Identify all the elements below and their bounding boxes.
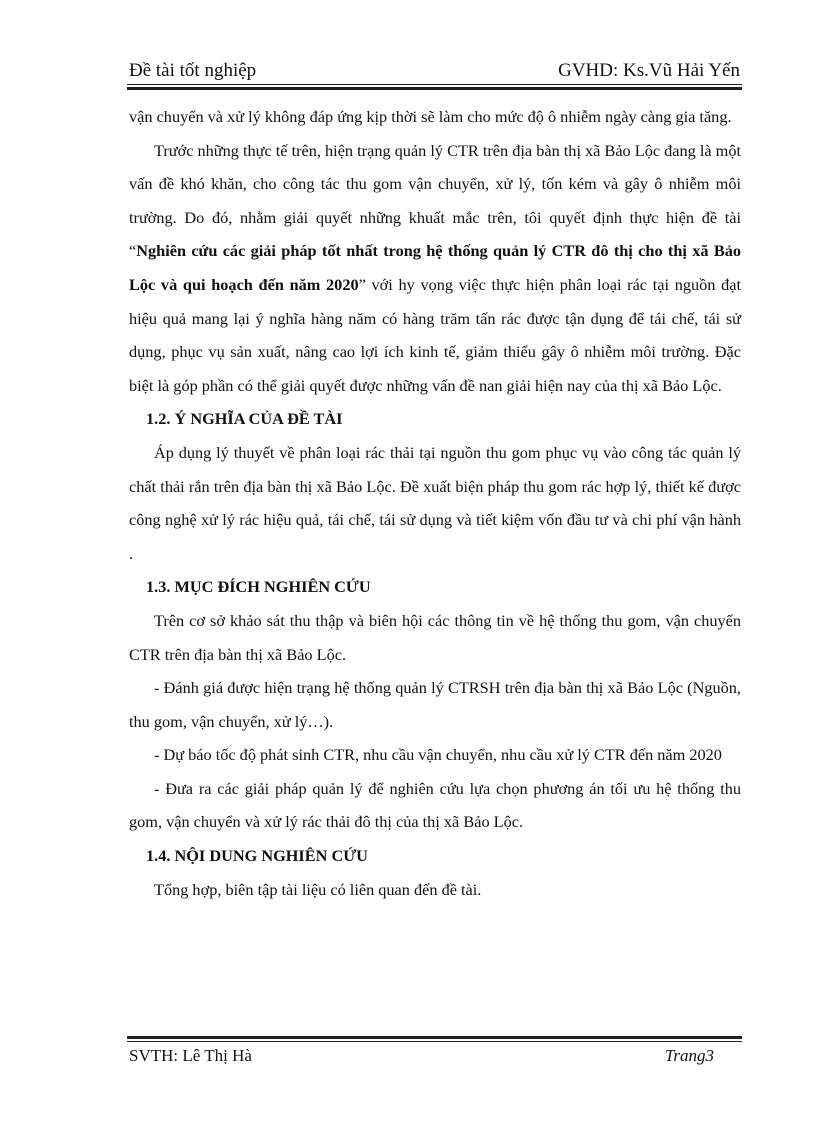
header-advisor: GVHD: Ks.Vũ Hải Yến <box>558 60 740 81</box>
paragraph-2-text-b: ” với hy vọng việc thực hiện phân loại rác tại nguồn đạt hiệu quả mang lại ý nghĩa hàng năm có hàng trăm tấn rác được tận dụng để tái chế, tái sử dụng, phục vụ sản xuất, nâng cao lợi ích kinh tế, giảm thiểu gây ô nhiễm môi trường. Đặc biệt là góp phần có thể giải quyết được những vấn đề nan giải hiện nay của thị xã Bảo Lộc. <box>129 274 741 395</box>
bullet-item-2: - Dự báo tốc độ phát sinh CTR, nhu cầu vận chuyển, nhu cầu xử lý CTR đến năm 2020 <box>154 745 722 765</box>
bullet-item-1: - Đánh giá được hiện trạng hệ thống quản lý CTRSH trên địa bàn thị xã Bảo Lộc (Nguồn, thu gom, vận chuyển, xử lý…). <box>129 678 741 731</box>
paragraph-2-text-a: Trước những thực tế trên, hiện trạng quản lý CTR trên địa bàn thị xã Bảo Lộc đang là một vấn đề khó khăn, cho công tác thu gom vận chuyển, xử lý, tốn kém và gây ô nhiễm môi trường. Do đó, nhằm giải quyết những khuất mắc trên, tôi quyết định thực hiện đề tài “ <box>129 140 742 261</box>
page-footer <box>127 1042 742 1072</box>
paragraph-4: Trên cơ sở khảo sát thu thập và biên hội các thông tin về hệ thống thu gom, vận chuyển CTR trên địa bàn thị xã Bảo Lộc. <box>129 610 741 664</box>
project-title-bold: Nghiên cứu các giải pháp tốt nhất trong hệ thống quản lý CTR đô thị cho thị xã Bảo Lộc và qui hoạch đến năm 2020 <box>129 241 741 294</box>
page-body <box>129 100 741 906</box>
footer-student: SVTH: Lê Thị Hà <box>129 1046 252 1065</box>
page-header <box>127 52 742 86</box>
footer-rule-thick <box>127 1036 742 1039</box>
paragraph-8: Tổng hợp, biên tập tài liệu có liên quan đến đề tài. <box>154 879 482 899</box>
paragraph-2 <box>129 134 741 403</box>
bullet-item-3: - Đưa ra các giải pháp quản lý để nghiên cứu lựa chọn phương án tối ưu hệ thống thu gom, vận chuyển và xử lý rác thải đô thị của thị xã Bảo Lộc. <box>129 778 741 832</box>
paragraph-3: Áp dụng lý thuyết về phân loại rác thải tại nguồn thu gom phục vụ vào công tác quản lý chất thải rắn trên địa bàn thị xã Bảo Lộc. Đề xuất biện pháp thu gom rác hợp lý, thiết kế được công nghệ xử lý rác hiệu quả, tái chế, tái sử dụng và tiết kiệm vốn đầu tư và chi phí vận hành . <box>129 442 741 563</box>
paragraph-1: vận chuyển và xử lý không đáp ứng kịp thời sẽ làm cho mức độ ô nhiễm ngày càng gia tăng. <box>129 107 732 126</box>
section-heading-1-4: 1.4. NỘI DUNG NGHIÊN CỨU <box>146 846 368 866</box>
header-thesis-title: Đề tài tốt nghiệp <box>129 60 257 81</box>
section-heading-1-3: 1.3. MỤC ĐÍCH NGHIÊN CỨU <box>146 577 371 597</box>
page-number: Trang3 <box>664 1046 714 1065</box>
section-heading-1-2: 1.2. Ý NGHĨA CỦA ĐỀ TÀI <box>146 409 343 429</box>
header-rule-thin <box>127 84 742 85</box>
header-rule-thick <box>127 87 742 90</box>
